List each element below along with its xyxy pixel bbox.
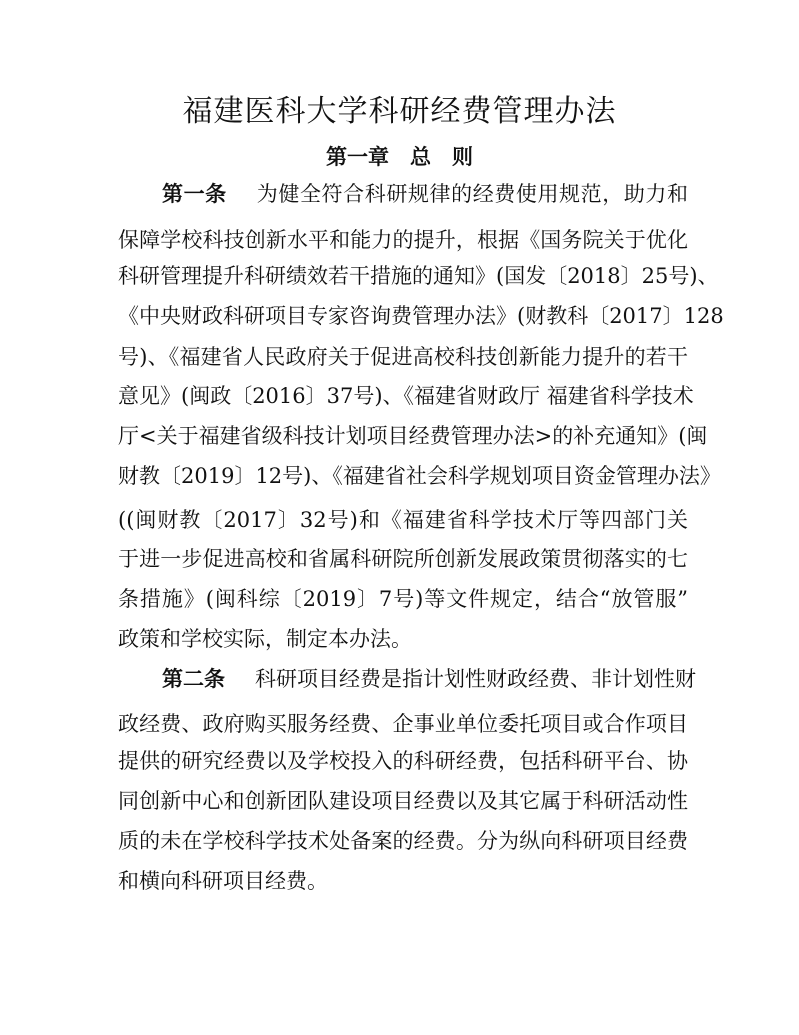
article-1-line: 号)、《福建省人民政府关于促进高校科技创新能力提升的若干 [118,345,688,369]
article-1-text: 为健全符合科研规律的经费使用规范，助力和 [256,182,689,206]
article-1-line: 科研管理提升科研绩效若干措施的通知》(国发〔2018〕25号)、 [118,264,719,288]
article-2-line: 提供的研究经费以及学校投入的科研经费，包括科研平台、协 [118,749,688,773]
chapter-heading: 第一章 总 则 [326,145,473,169]
article-1-line: 意见》(闽政〔2016〕37号)、《福建省财政厅 福建省科学技术 [118,384,694,408]
article-2-line: 质的未在学校科学技术处备案的经费。分为纵向科研项目经费 [118,829,688,853]
article-2-label: 第二条 [162,667,225,691]
article-1-line: 政策和学校实际，制定本办法。 [118,627,412,651]
article-1-line: 于进一步促进高校和省属科研院所创新发展政策贯彻落实的七 [118,547,688,571]
article-1-line: 厅<关于福建省级科技计划项目经费管理办法>的补充通知》(闽 [118,424,708,448]
article-1-line: 保障学校科技创新水平和能力的提升，根据《国务院关于优化 [118,228,688,252]
article-1-line: ((闽财教〔2017〕32号)和《福建省科学技术厅等四部门关 [118,508,688,532]
article-1-label: 第一条 [162,182,227,206]
article-1-line: 条措施》(闽科综〔2019〕7号)等文件规定，结合“放管服” [118,587,688,611]
article-1-line: 《中央财政科研项目专家咨询费管理办法》(财教科〔2017〕128 [118,304,724,328]
article-1-line [162,179,688,209]
document-title: 福建医科大学科研经费管理办法 [182,94,617,129]
article-2-line: 同创新中心和创新团队建设项目经费以及其它属于科研活动性 [118,789,688,813]
article-2-line [162,664,696,694]
article-2-line: 和横向科研项目经费。 [118,869,328,893]
article-2-text: 科研项目经费是指计划性财政经费、非计划性财 [255,667,696,691]
article-2-line: 政经费、政府购买服务经费、企事业单位委托项目或合作项目 [118,712,688,736]
article-1-line: 财教〔2019〕12号)、《福建省社会科学规划项目资金管理办法》 [118,464,721,488]
